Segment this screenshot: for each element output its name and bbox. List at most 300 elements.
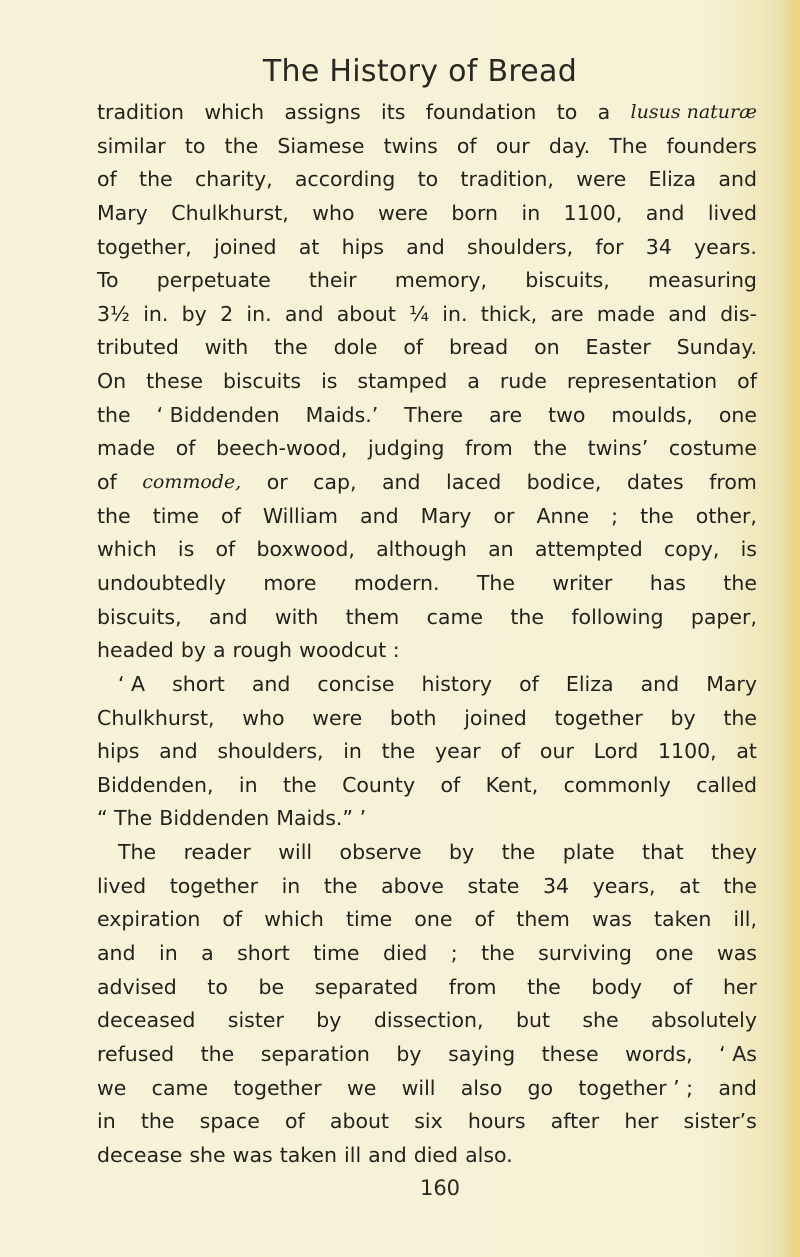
- word: deceased: [97, 1008, 196, 1033]
- word: or: [266, 470, 288, 495]
- word: a: [201, 941, 214, 966]
- word: we: [346, 1075, 377, 1100]
- word: were: [312, 705, 363, 730]
- word: the: [323, 873, 358, 898]
- word: and: [251, 671, 291, 696]
- text-line: [97, 870, 757, 904]
- word: the: [640, 503, 674, 528]
- word: which: [264, 907, 324, 932]
- word: copy,: [663, 537, 720, 562]
- word: the: [200, 1041, 235, 1066]
- word: words,: [625, 1041, 693, 1066]
- text-line: [97, 399, 757, 433]
- text-line: [97, 533, 757, 567]
- word: To: [97, 268, 119, 293]
- word: the: [381, 739, 416, 764]
- word: absolutely: [651, 1008, 757, 1033]
- word: rough: [232, 638, 293, 663]
- word: came: [426, 604, 484, 629]
- word: by: [449, 840, 475, 865]
- word: The: [118, 840, 157, 865]
- word: also: [460, 1075, 503, 1100]
- word: Eliza: [565, 671, 614, 696]
- word: in: [281, 873, 301, 898]
- word: Anne: [536, 503, 590, 528]
- word: William: [262, 503, 338, 528]
- word: of: [672, 974, 693, 999]
- word: above: [381, 873, 444, 898]
- word: in: [343, 739, 362, 764]
- word: of: [215, 537, 236, 562]
- word: expiration: [97, 907, 201, 932]
- word: commonly: [563, 772, 671, 797]
- word: Mary: [706, 671, 757, 696]
- text-line: [97, 264, 757, 298]
- word: ‘ Biddenden: [156, 402, 280, 427]
- word: which: [97, 537, 157, 562]
- word: to: [207, 974, 228, 999]
- text-line: [97, 500, 757, 534]
- word: measuring: [648, 268, 757, 293]
- text-line: [97, 735, 757, 769]
- word: 3½: [97, 301, 130, 326]
- word: and: [368, 1142, 407, 1167]
- word: in: [521, 200, 541, 225]
- word: its: [381, 100, 406, 124]
- word: the: [140, 1109, 175, 1134]
- word: of: [500, 739, 521, 764]
- word: and: [718, 167, 757, 192]
- word: “ The: [97, 806, 153, 831]
- word: separation: [260, 1041, 370, 1066]
- text-line: [97, 298, 757, 332]
- word: Mary: [97, 200, 148, 225]
- word: and: [718, 1075, 757, 1100]
- running-title: The History of Bread: [262, 54, 578, 89]
- word: and: [406, 234, 445, 259]
- word: County: [342, 772, 416, 797]
- word: the: [97, 402, 131, 427]
- word: Eliza: [648, 167, 697, 192]
- word: a: [212, 638, 226, 663]
- word: day.: [548, 133, 591, 158]
- word: called: [696, 772, 757, 797]
- word: taken: [653, 907, 712, 932]
- word: about: [336, 301, 396, 326]
- word: the: [97, 503, 131, 528]
- word: representation: [566, 369, 718, 394]
- word: bread: [449, 335, 509, 360]
- text-line: [97, 903, 757, 937]
- word: from: [465, 436, 513, 461]
- word: 1100,: [657, 739, 717, 764]
- word: made: [97, 436, 156, 461]
- word: Biddenden,: [97, 772, 214, 797]
- word: observe: [339, 840, 422, 865]
- word: biscuits: [223, 369, 302, 394]
- word: time: [345, 907, 393, 932]
- word: are: [488, 402, 523, 427]
- word: go: [527, 1075, 554, 1100]
- word: separated: [314, 974, 419, 999]
- text-line: [97, 634, 757, 668]
- word: the: [510, 604, 545, 629]
- word: taken: [279, 1142, 338, 1167]
- word: surviving: [538, 941, 632, 966]
- word: reader: [183, 840, 251, 865]
- word: ‘ A: [118, 671, 146, 696]
- word: Siamese: [277, 133, 365, 158]
- word: the: [723, 873, 757, 898]
- word: of: [221, 503, 241, 528]
- word: and: [97, 941, 136, 966]
- word: memory,: [394, 268, 488, 293]
- word: attempted: [534, 537, 643, 562]
- word: and: [284, 301, 324, 326]
- word: a: [467, 369, 480, 394]
- word: to: [184, 133, 206, 158]
- word: she: [189, 1142, 226, 1167]
- word: in.: [442, 301, 468, 326]
- word: shoulders,: [217, 739, 324, 764]
- word: be: [258, 974, 285, 999]
- word: There: [404, 402, 463, 427]
- word: made: [596, 301, 656, 326]
- word: ‘ As: [719, 1041, 757, 1066]
- word: both: [389, 705, 437, 730]
- word: an: [488, 537, 514, 562]
- word: who: [312, 200, 355, 225]
- word: time: [152, 503, 200, 528]
- text-line: [97, 197, 757, 231]
- text-line: [97, 836, 757, 870]
- word: at: [679, 873, 700, 898]
- word: one: [414, 907, 453, 932]
- word: woodcut :: [299, 638, 400, 663]
- word: about: [329, 1109, 390, 1134]
- word: of: [175, 436, 196, 461]
- italic-word: commode,: [142, 471, 242, 494]
- word: space: [199, 1109, 260, 1134]
- word: costume: [668, 436, 757, 461]
- text-line: [97, 971, 757, 1005]
- word: charity,: [194, 167, 273, 192]
- word: the: [481, 941, 515, 966]
- word: her: [722, 974, 757, 999]
- word: Lord: [593, 739, 639, 764]
- word: has: [649, 570, 686, 595]
- word: lived: [707, 200, 757, 225]
- word: 34: [645, 234, 672, 259]
- word: twins: [383, 133, 438, 158]
- page-edge-shading: [782, 0, 800, 1257]
- word: rude: [499, 369, 547, 394]
- word: similar: [97, 133, 166, 158]
- word: were: [576, 167, 627, 192]
- word: hips: [97, 739, 140, 764]
- word: together ’ ;: [578, 1075, 694, 1100]
- word: bodice,: [526, 470, 602, 495]
- word: sister’s: [683, 1109, 757, 1134]
- word: of: [222, 907, 243, 932]
- word: or: [493, 503, 515, 528]
- word: refused: [97, 1041, 175, 1066]
- word: and: [645, 200, 685, 225]
- word: 1100,: [563, 200, 623, 225]
- word: in.: [246, 301, 272, 326]
- word: Easter: [585, 335, 651, 360]
- word: from: [709, 470, 757, 495]
- word: sister: [227, 1008, 284, 1033]
- text-line: [97, 1105, 757, 1139]
- word: biscuits,: [525, 268, 610, 293]
- text-line: [97, 769, 757, 803]
- word: tributed: [97, 335, 179, 360]
- word: is: [321, 369, 338, 394]
- word: together: [554, 705, 643, 730]
- word: years.: [694, 234, 757, 259]
- word: Chulkhurst,: [171, 200, 289, 225]
- word: from: [448, 974, 497, 999]
- word: by: [180, 638, 206, 663]
- word: dates: [626, 470, 684, 495]
- text-line: [97, 466, 757, 500]
- word: our: [495, 133, 530, 158]
- word: the: [224, 133, 259, 158]
- text-line: [97, 937, 757, 971]
- word: dis-: [720, 301, 757, 326]
- word: for: [595, 234, 624, 259]
- word: The: [476, 570, 516, 595]
- text-line: [97, 1004, 757, 1038]
- word: died: [413, 1142, 459, 1167]
- word: the: [283, 772, 317, 797]
- word: the: [723, 570, 757, 595]
- word: state: [467, 873, 520, 898]
- word: writer: [552, 570, 613, 595]
- word: shoulders,: [466, 234, 574, 259]
- word: but: [515, 1008, 550, 1033]
- word: judging: [368, 436, 445, 461]
- word: Mary: [420, 503, 472, 528]
- text-line: [97, 365, 757, 399]
- text-line: [97, 668, 757, 702]
- word: of: [403, 335, 424, 360]
- italic-word: lusus naturæ: [630, 101, 757, 123]
- word: and: [668, 301, 707, 326]
- word: decease: [97, 1142, 183, 1167]
- word: their: [308, 268, 357, 293]
- word: together: [169, 873, 258, 898]
- text-line: [97, 231, 757, 265]
- word: on: [534, 335, 560, 360]
- text-line: [97, 802, 757, 836]
- word: they: [711, 840, 757, 865]
- word: more: [263, 570, 317, 595]
- word: of: [97, 167, 117, 192]
- word: is: [740, 537, 757, 562]
- word: and: [382, 470, 421, 495]
- word: concise: [317, 671, 395, 696]
- word: by: [316, 1008, 342, 1033]
- word: the: [139, 167, 173, 192]
- word: in: [159, 941, 178, 966]
- word: will: [278, 840, 313, 865]
- body-text: [97, 96, 757, 1173]
- word: together: [233, 1075, 322, 1100]
- word: biscuits,: [97, 604, 182, 629]
- word: paper,: [690, 604, 757, 629]
- word: our: [539, 739, 574, 764]
- word: born: [451, 200, 499, 225]
- word: we: [97, 1075, 127, 1100]
- word: years,: [592, 873, 656, 898]
- word: according: [294, 167, 396, 192]
- word: modern.: [353, 570, 440, 595]
- word: also.: [465, 1142, 513, 1167]
- word: stamped: [357, 369, 448, 394]
- word: On: [97, 369, 127, 394]
- word: and: [208, 604, 248, 629]
- word: Kent,: [485, 772, 539, 797]
- word: Biddenden: [159, 806, 270, 831]
- word: she: [582, 1008, 619, 1033]
- text-line: [97, 130, 757, 164]
- word: The: [609, 133, 648, 158]
- word: with: [204, 335, 249, 360]
- word: lived: [97, 873, 147, 898]
- word: beech-wood,: [216, 436, 348, 461]
- word: to: [556, 100, 578, 124]
- word: of: [440, 772, 461, 797]
- word: history: [421, 671, 493, 696]
- word: Maids.” ’: [276, 806, 367, 831]
- word: hips: [341, 234, 384, 259]
- word: one: [718, 402, 757, 427]
- text-line: [97, 1038, 757, 1072]
- word: two: [548, 402, 586, 427]
- word: time: [313, 941, 360, 966]
- word: by: [181, 301, 207, 326]
- word: joined: [214, 234, 277, 259]
- word: are: [550, 301, 584, 326]
- word: twins’: [587, 436, 649, 461]
- word: six: [414, 1109, 443, 1134]
- word: was: [591, 907, 632, 932]
- word: of: [97, 470, 117, 495]
- word: ill,: [733, 907, 757, 932]
- word: the: [274, 335, 308, 360]
- word: joined: [464, 705, 527, 730]
- text-line: [97, 1139, 757, 1173]
- word: who: [242, 705, 285, 730]
- word: Maids.’: [305, 402, 379, 427]
- word: of: [456, 133, 477, 158]
- word: her: [624, 1109, 659, 1134]
- text-line: [97, 432, 757, 466]
- text-line: [97, 601, 757, 635]
- word: after: [550, 1109, 600, 1134]
- word: of: [737, 369, 757, 394]
- word: in: [97, 1109, 116, 1134]
- word: by: [396, 1041, 422, 1066]
- word: saying: [448, 1041, 516, 1066]
- word: to: [417, 167, 439, 192]
- word: by: [670, 705, 696, 730]
- text-line: [97, 163, 757, 197]
- word: with: [274, 604, 319, 629]
- word: short: [237, 941, 290, 966]
- word: foundation: [425, 100, 537, 124]
- word: laced: [446, 470, 502, 495]
- word: them: [345, 604, 400, 629]
- word: ;: [450, 941, 458, 966]
- word: other,: [695, 503, 757, 528]
- word: in: [238, 772, 258, 797]
- word: although: [376, 537, 467, 562]
- word: came: [151, 1075, 209, 1100]
- text-line: [97, 1072, 757, 1106]
- word: was: [232, 1142, 273, 1167]
- word: hours: [467, 1109, 526, 1134]
- word: advised: [97, 974, 177, 999]
- word: 2: [220, 301, 234, 326]
- word: will: [401, 1075, 436, 1100]
- word: these: [541, 1041, 599, 1066]
- text-line: [97, 96, 757, 130]
- word: died: [382, 941, 428, 966]
- word: ¼: [409, 301, 430, 326]
- word: ill: [344, 1142, 362, 1167]
- word: tradition: [97, 100, 185, 124]
- page-number: 160: [419, 1176, 461, 1200]
- word: in.: [143, 301, 169, 326]
- word: following: [571, 604, 664, 629]
- word: of: [284, 1109, 305, 1134]
- word: were: [378, 200, 428, 225]
- text-line: [97, 702, 757, 736]
- word: tradition,: [460, 167, 554, 192]
- word: the: [533, 436, 567, 461]
- word: the: [723, 705, 757, 730]
- word: moulds,: [611, 402, 693, 427]
- text-line: [97, 567, 757, 601]
- word: founders: [666, 133, 757, 158]
- word: them: [516, 907, 570, 932]
- word: body: [591, 974, 643, 999]
- word: and: [159, 739, 198, 764]
- word: and: [640, 671, 680, 696]
- word: thick,: [480, 301, 538, 326]
- word: Chulkhurst,: [97, 705, 215, 730]
- word: dissection,: [373, 1008, 484, 1033]
- word: was: [716, 941, 757, 966]
- word: the: [527, 974, 561, 999]
- word: and: [360, 503, 399, 528]
- word: the: [501, 840, 536, 865]
- word: which: [204, 100, 265, 124]
- word: 34: [542, 873, 570, 898]
- word: cap,: [313, 470, 357, 495]
- word: plate: [562, 840, 615, 865]
- word: year: [435, 739, 481, 764]
- word: Sunday.: [676, 335, 757, 360]
- word: dole: [333, 335, 378, 360]
- word: of: [519, 671, 539, 696]
- word: a: [597, 100, 611, 124]
- word: perpetuate: [156, 268, 271, 293]
- word: assigns: [284, 100, 361, 124]
